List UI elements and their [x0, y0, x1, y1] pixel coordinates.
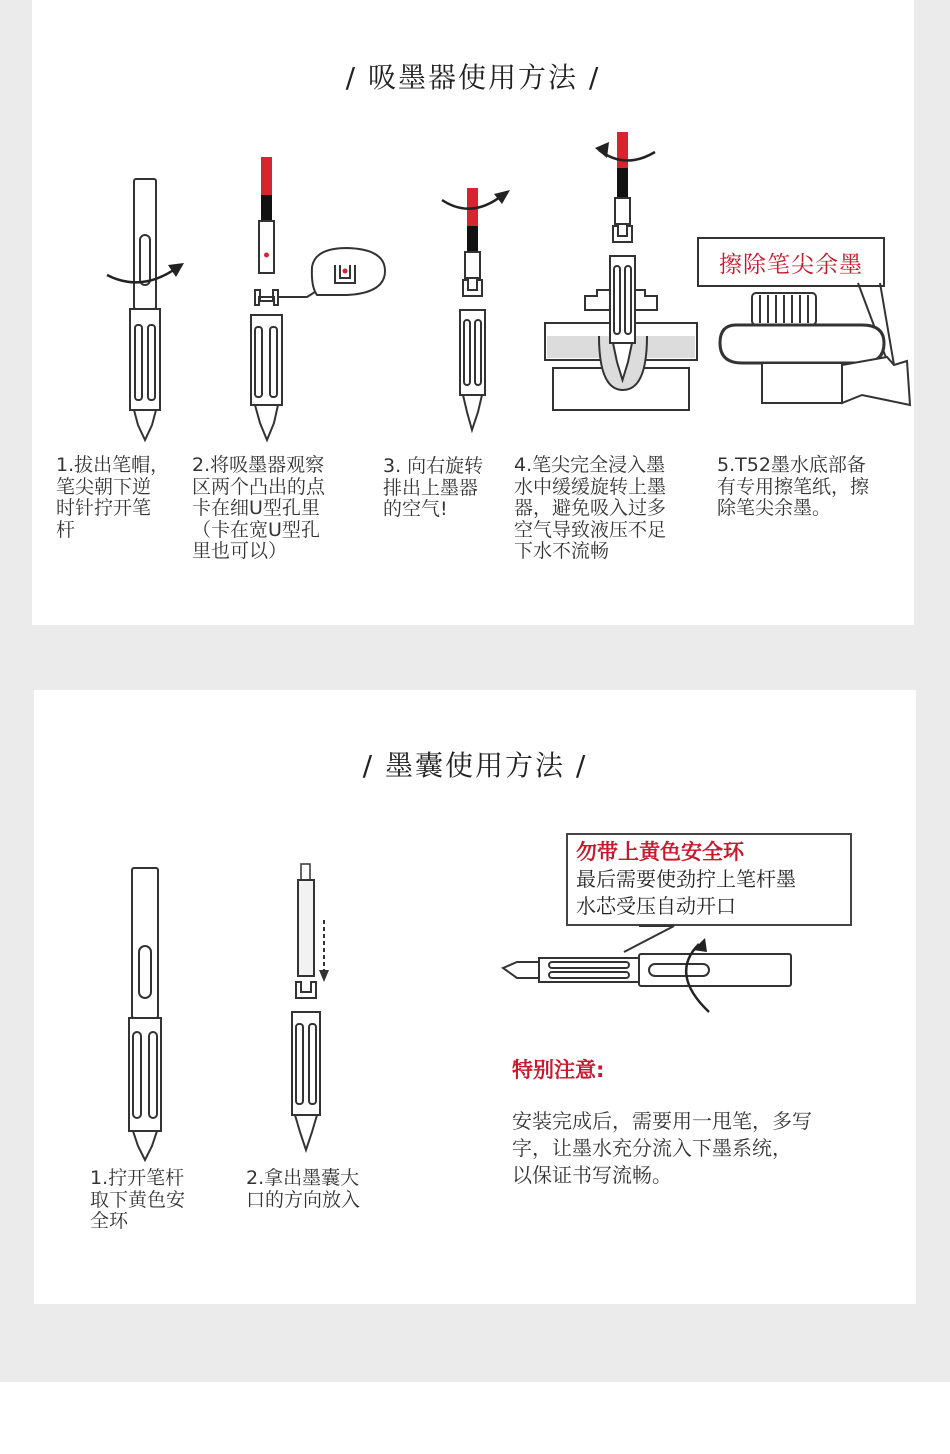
cartridge-step-1: 1.拧开笔杆 取下黄色安 全环	[90, 1167, 186, 1232]
pen-grip-rotate-icon	[72, 175, 192, 445]
cartridge-section-title: / 墨囊使用方法 /	[362, 749, 588, 782]
bottom-strip	[0, 1382, 950, 1454]
converter-step-5: 5.T52墨水底部备 有专用擦笔纸，擦 除笔尖余墨。	[717, 454, 870, 519]
converter-step-2: 2.将吸墨器观察 区两个凸出的点 卡在细U型孔里 （卡在宽U型孔 里也可以）	[192, 454, 326, 562]
ink-converter-card	[32, 0, 914, 625]
warning-red-text: 勿带上黄色安全环	[576, 840, 744, 864]
cartridge-insert-icon	[284, 860, 344, 1160]
converter-rotate-icon	[412, 180, 522, 440]
cartridge-card	[34, 690, 916, 1304]
warning-callout	[566, 833, 852, 926]
converter-insert-icon	[237, 155, 397, 450]
pen-full-icon	[124, 866, 168, 1161]
warning-line-1: 最后需要使劲拧上笔杆墨	[576, 867, 796, 891]
ink-bottle-dip-icon	[537, 128, 707, 418]
ink-bottle-wipe-icon	[712, 283, 912, 413]
cartridge-step-2: 2.拿出墨囊大 口的方向放入	[246, 1167, 361, 1211]
converter-section-title: / 吸墨器使用方法 /	[345, 61, 601, 94]
special-note-body: 安装完成后，需要用一甩笔，多写 字，让墨水充分流入下墨系统， 以保证书写流畅。	[512, 1109, 812, 1187]
converter-step-3: 3. 向右旋转 排出上墨器 的空气!	[383, 455, 484, 520]
warning-line-2: 水芯受压自动开口	[576, 894, 736, 918]
special-note-title: 特别注意:	[512, 1058, 605, 1082]
converter-step-4: 4.笔尖完全浸入墨 水中缓缓旋转上墨 器，避免吸入过多 空气导致液压不足 下水不流畅	[514, 454, 667, 562]
converter-step-1: 1.拔出笔帽， 笔尖朝下逆 时针拧开笔 杆	[56, 454, 170, 541]
wipe-nib-label: 擦除笔尖余墨	[697, 237, 885, 287]
pen-horizontal-icon	[499, 924, 799, 1024]
